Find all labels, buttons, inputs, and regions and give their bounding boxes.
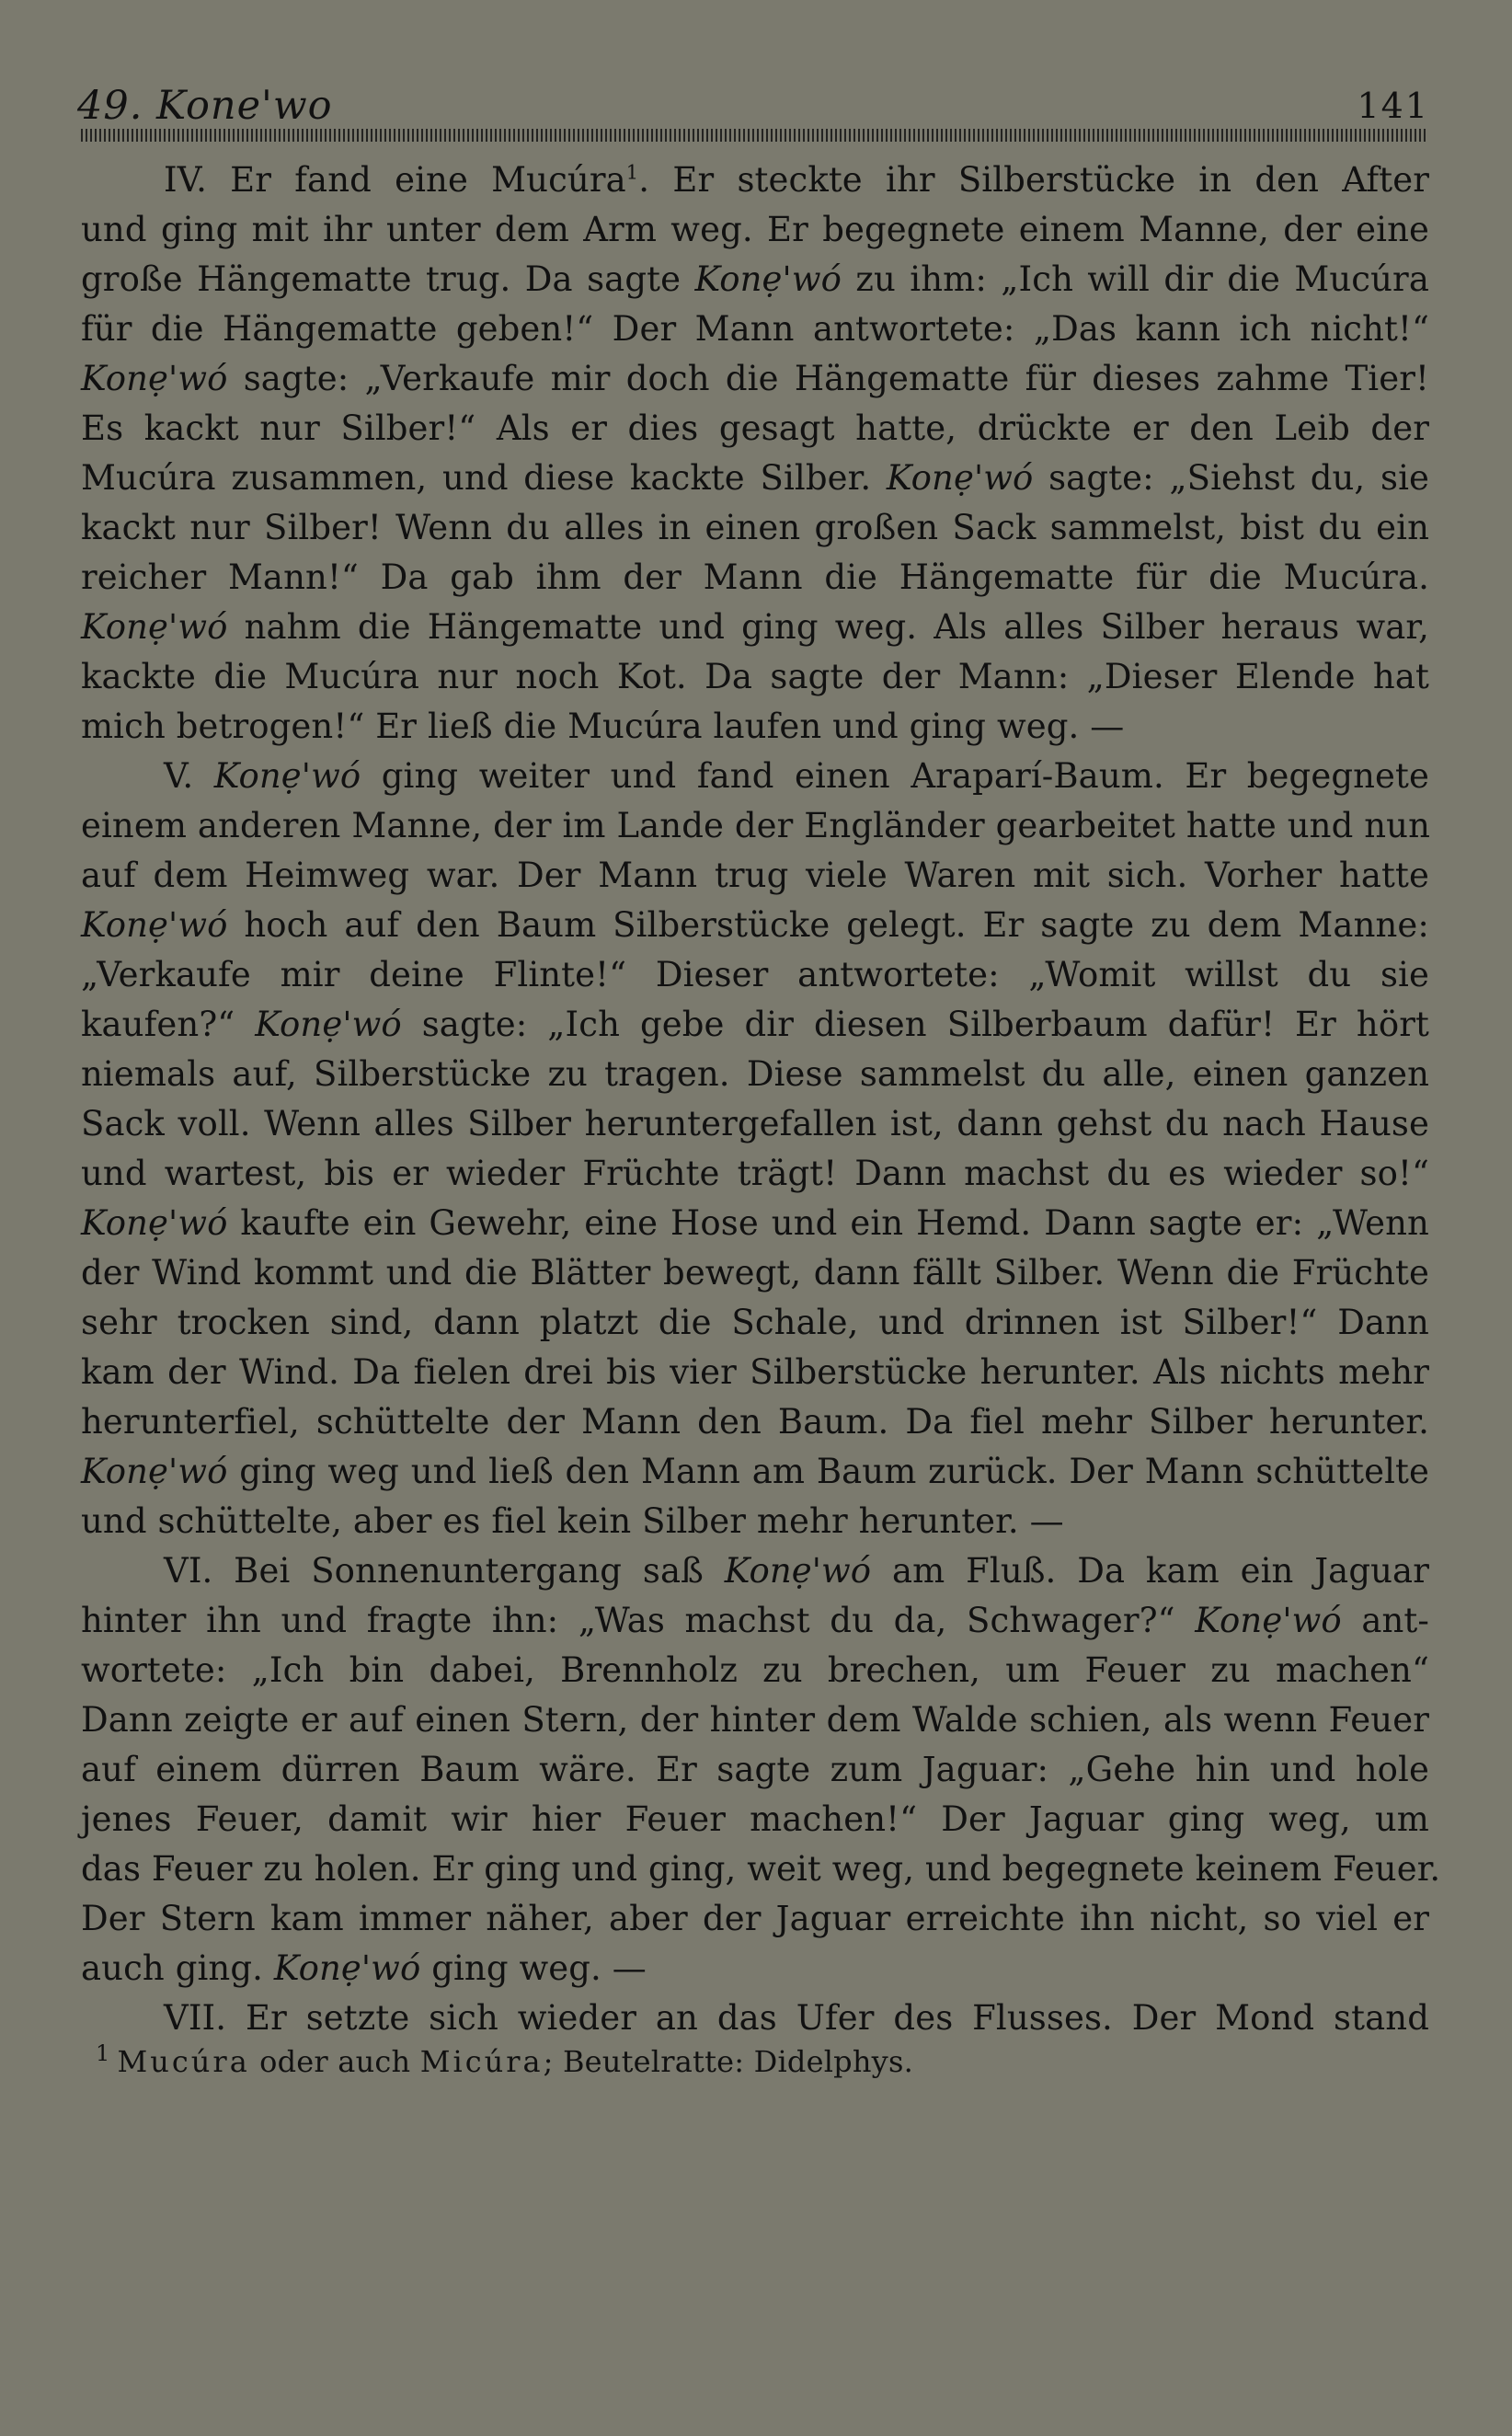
text-line	[81, 603, 1429, 652]
text-line	[81, 1894, 1429, 1944]
page-number: 141	[1357, 86, 1429, 126]
line-text: „Verkaufe mir deine Flinte!“ Dieser antwortete: „Womit willst du sie	[81, 955, 1429, 994]
line-text: ging weg und ließ den Mann am Baum zurück. Der Mann schüttelte	[227, 1452, 1429, 1491]
header-rule	[81, 129, 1427, 142]
text-line	[81, 155, 1429, 205]
text-line	[81, 652, 1429, 702]
line-text: auf einem dürren Baum wäre. Er sagte zum Jaguar: „Gehe hin und hole	[81, 1750, 1429, 1789]
name-emphasis: Konẹ'wó	[81, 1452, 228, 1491]
name-emphasis: Konẹ'wó	[81, 905, 228, 945]
text-line	[81, 752, 1429, 801]
text-line	[81, 851, 1429, 901]
text-line	[81, 801, 1429, 851]
line-text: und schüttelte, aber es fiel kein Silber mehr herunter. —	[81, 1501, 1064, 1541]
text-line	[81, 1099, 1429, 1149]
line-text: das Feuer zu holen. Er ging und ging, weit weg, und begegnete keinem Feuer.	[81, 1849, 1441, 1889]
text-line	[81, 1199, 1429, 1248]
footnote-term-1: Mucúra	[117, 2044, 250, 2079]
text-line	[81, 1596, 1429, 1646]
line-text: einem anderen Manne, der im Lande der Engländer gearbeitet hatte und nun	[81, 806, 1431, 845]
line-text: sehr trocken sind, dann platzt die Schale, und drinnen ist Silber!“ Dann	[81, 1303, 1429, 1342]
footnote-mark: 1	[96, 2040, 110, 2067]
text-line	[81, 1795, 1429, 1844]
text-line	[81, 1546, 1429, 1596]
line-text: kaufte ein Gewehr, eine Hose und ein Hemd. Dann sagte er: „Wenn	[227, 1203, 1429, 1243]
name-emphasis: Konẹ'wó	[81, 607, 228, 647]
text-line	[81, 950, 1429, 1000]
text-line	[81, 1050, 1429, 1099]
text-line	[81, 1646, 1429, 1695]
text-line	[81, 1944, 1429, 1994]
line-text: niemals auf, Silberstücke zu tragen. Diese sammelst du alle, einen ganzen	[81, 1054, 1429, 1094]
line-text: und wartest, bis er wieder Früchte trägt! Dann machst du es wieder so!“	[81, 1154, 1429, 1193]
text-line	[81, 1248, 1429, 1298]
footnote-middle: oder auch	[249, 2044, 420, 2079]
text-line	[81, 255, 1429, 304]
line-text: VII. Er setzte sich wieder an das Ufer des Flusses. Der Mond stand	[164, 1998, 1429, 2038]
body-text	[81, 155, 1441, 2043]
text-line	[81, 1149, 1429, 1199]
line-text: Dann zeigte er auf einen Stern, der hinter dem Walde schien, als wenn Feuer	[81, 1700, 1429, 1740]
text-line	[81, 901, 1429, 950]
line-text: . Er steckte ihr Silberstücke in den After	[638, 160, 1429, 200]
text-line	[81, 1000, 1429, 1050]
line-text: kackte die Mucúra nur noch Kot. Da sagte der Mann: „Dieser Elende hat	[81, 657, 1429, 696]
line-text: wortete: „Ich bin dabei, Brennholz zu brechen, um Feuer zu machen“	[81, 1650, 1429, 1690]
line-text: IV. Er fand eine Mucúra	[164, 160, 626, 200]
line-text: reicher Mann!“ Da gab ihm der Mann die Hängematte für die Mucúra.	[81, 557, 1429, 597]
line-text: der Wind kommt und die Blätter bewegt, dann fällt Silber. Wenn die Früchte	[81, 1253, 1429, 1293]
line-text: hinter ihn und fragte ihn: „Was machst du da, Schwager?“	[81, 1601, 1196, 1640]
name-emphasis: Konẹ'wó	[255, 1005, 402, 1044]
line-text: ging weg. —	[420, 1948, 647, 1988]
name-emphasis: Konẹ'wó	[1195, 1601, 1342, 1640]
text-line	[81, 1397, 1429, 1447]
footnote-rest: ; Beutelratte: Didelphys.	[543, 2044, 913, 2079]
line-text: Der Stern kam immer näher, aber der Jaguar erreichte ihn nicht, so viel er	[81, 1899, 1429, 1938]
text-line	[81, 1348, 1429, 1397]
line-text: Es kackt nur Silber!“ Als er dies gesagt hatte, drückte er den Leib der	[81, 408, 1429, 448]
line-text: auch ging.	[81, 1948, 274, 1988]
text-line	[81, 1994, 1429, 2043]
line-text: sagte: „Ich gebe dir diesen Silberbaum dafür! Er hört	[401, 1005, 1429, 1044]
name-emphasis: Konẹ'wó	[273, 1948, 421, 1988]
line-text: zu ihm: „Ich will dir die Mucúra	[841, 259, 1429, 299]
name-emphasis: Konẹ'wó	[886, 458, 1034, 498]
line-text: für die Hängematte geben!“ Der Mann antwortete: „Das kann ich nicht!“	[81, 309, 1429, 349]
line-text: sagte: „Verkaufe mir doch die Hängematte für dieses zahme Tier!	[227, 359, 1429, 398]
line-text: ant-	[1341, 1601, 1429, 1640]
text-line	[81, 1844, 1441, 1894]
text-line	[81, 553, 1429, 603]
page-header	[77, 81, 1429, 131]
line-text: nahm die Hängematte und ging weg. Als alles Silber heraus war,	[227, 607, 1429, 647]
text-line	[81, 1497, 1429, 1546]
footnote-term-2: Micúra	[419, 2044, 544, 2079]
text-line	[81, 205, 1429, 255]
text-line	[81, 702, 1429, 752]
line-text: ging weiter und fand einen Araparí-Baum. Er begegnete	[361, 756, 1430, 796]
line-text: kackt nur Silber! Wenn du alles in einen großen Sack sammelst, bist du ein	[81, 508, 1429, 547]
line-text: am Fluß. Da kam ein Jaguar	[871, 1551, 1429, 1591]
line-text: herunterfiel, schüttelte der Mann den Baum. Da fiel mehr Silber herunter.	[81, 1402, 1429, 1442]
text-line	[81, 454, 1429, 503]
line-text: sagte: „Siehst du, sie	[1033, 458, 1429, 498]
line-text: und ging mit ihr unter dem Arm weg. Er begegnete einem Manne, der eine	[81, 210, 1429, 249]
line-text: kam der Wind. Da fielen drei bis vier Silberstücke herunter. Als nichts mehr	[81, 1352, 1429, 1392]
text-line	[81, 1447, 1429, 1497]
text-line	[81, 1298, 1429, 1348]
line-text: V.	[164, 756, 214, 796]
name-emphasis: Konẹ'wó	[724, 1551, 872, 1591]
running-title: 49. Kone'wo	[77, 83, 333, 129]
name-emphasis: Konẹ'wó	[213, 756, 361, 796]
text-line	[81, 404, 1429, 454]
line-text: auf dem Heimweg war. Der Mann trug viele Waren mit sich. Vorher hatte	[81, 856, 1429, 895]
line-text: hoch auf den Baum Silberstücke gelegt. Er sagte zu dem Manne:	[227, 905, 1429, 945]
text-line	[81, 1695, 1429, 1745]
name-emphasis: Konẹ'wó	[81, 359, 228, 398]
footnote	[96, 2040, 1199, 2084]
line-text: große Hängematte trug. Da sagte	[81, 259, 695, 299]
name-emphasis: Konẹ'wó	[81, 1203, 228, 1243]
line-text: Mucúra zusammen, und diese kackte Silber.	[81, 458, 887, 498]
footnote-reference: 1	[625, 161, 639, 184]
line-text: VI. Bei Sonnenuntergang saß	[164, 1551, 725, 1591]
line-text: jenes Feuer, damit wir hier Feuer machen!“ Der Jaguar ging weg, um	[81, 1799, 1429, 1839]
text-line	[81, 354, 1429, 404]
line-text: Sack voll. Wenn alles Silber heruntergefallen ist, dann gehst du nach Hause	[81, 1104, 1429, 1143]
text-line	[81, 503, 1429, 553]
name-emphasis: Konẹ'wó	[694, 259, 842, 299]
text-line	[81, 1745, 1429, 1795]
line-text: kaufen?“	[81, 1005, 256, 1044]
text-line	[81, 304, 1429, 354]
line-text: mich betrogen!“ Er ließ die Mucúra laufen und ging weg. —	[81, 707, 1125, 746]
